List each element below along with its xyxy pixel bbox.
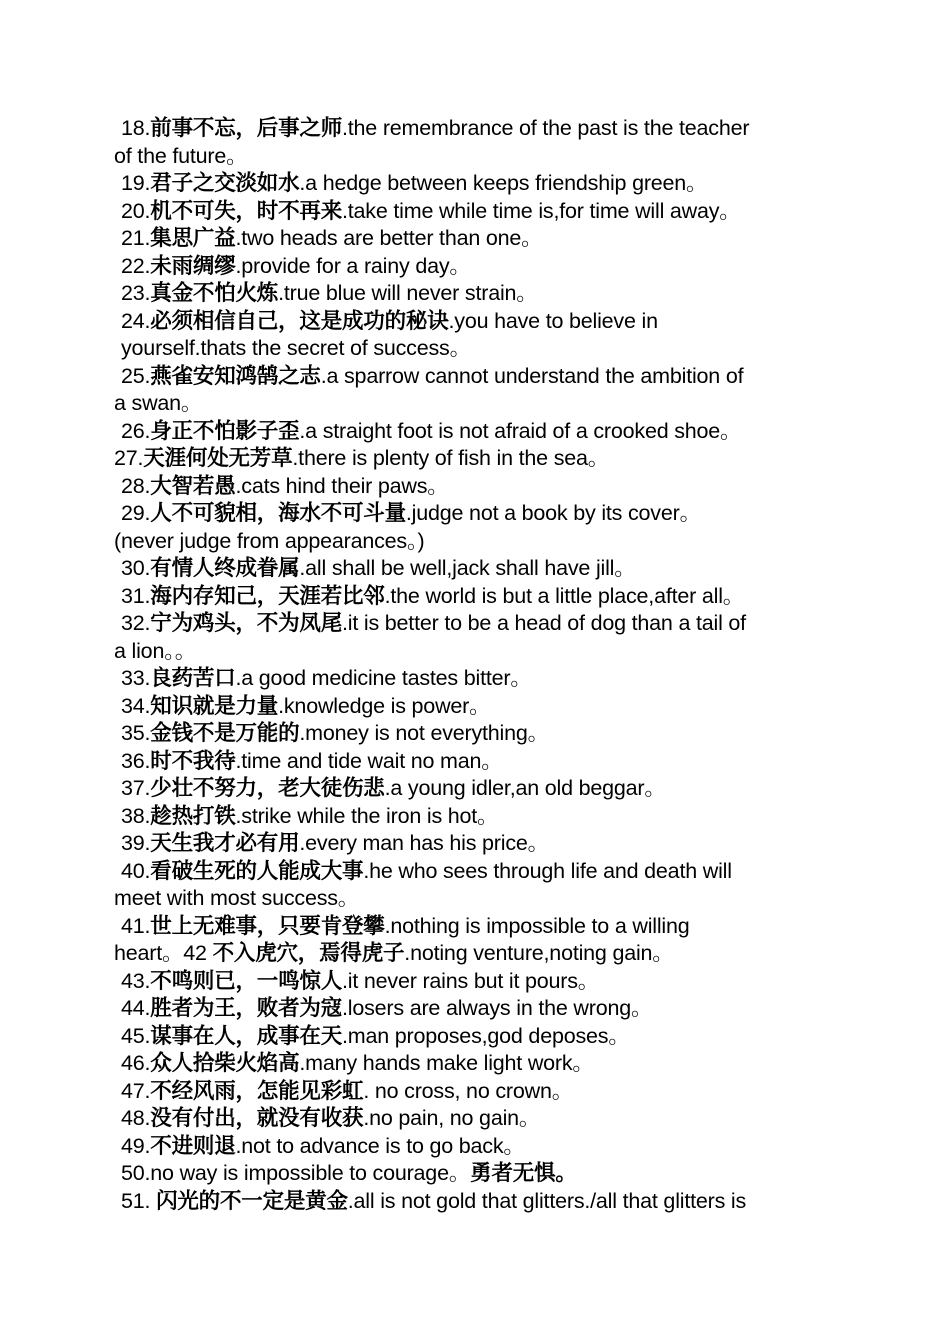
proverb-chinese: 谋事在人，成事在天 [150, 1023, 342, 1048]
text-line [114, 335, 842, 363]
text-line [114, 720, 842, 748]
text-line [114, 665, 842, 693]
text-line [114, 115, 842, 143]
proverb-text: 32. [121, 611, 151, 635]
proverb-text: .strike while the iron is hot。 [235, 803, 499, 828]
proverb-text: 19. [121, 171, 151, 195]
proverb-text: 20. [121, 198, 151, 223]
text-line [114, 308, 842, 336]
proverb-text: . no cross, no crown。 [363, 1078, 573, 1103]
proverb-chinese: 时不我待 [150, 748, 236, 773]
proverb-text: 24. [121, 308, 151, 333]
text-line [114, 170, 842, 198]
text-line [114, 940, 842, 968]
text-line [114, 858, 842, 886]
proverb-text: 48. [121, 1106, 151, 1130]
text-line [114, 253, 842, 281]
proverb-text: .the world is but a little place,after all。 [384, 583, 745, 608]
proverb-text: a lion。。 [114, 638, 197, 663]
text-line [114, 418, 842, 446]
proverb-text: .a sparrow cannot understand the ambition of [320, 363, 744, 388]
proverb-text: 49. [121, 1133, 151, 1158]
proverb-text: (never judge from appearances。) [114, 528, 425, 553]
proverb-text: .all is not gold that glitters./all that glitters is [347, 1188, 747, 1213]
proverb-text: .money is not everything。 [299, 721, 549, 745]
proverb-chinese: 必须相信自己，这是成功的秘诀 [150, 308, 449, 333]
text-line [114, 280, 842, 308]
proverb-chinese: 燕雀安知鸿鹄之志 [150, 363, 321, 388]
proverb-text: 39. [121, 831, 151, 855]
proverb-chinese: 君子之交淡如水 [150, 171, 300, 195]
proverb-chinese: 勇者无惧。 [470, 1161, 577, 1185]
proverb-text: 28. [121, 473, 151, 498]
proverb-text: 41. [121, 913, 151, 938]
proverb-chinese: 看破生死的人能成大事 [150, 858, 364, 883]
proverb-text: meet with most success。 [114, 886, 360, 910]
proverb-text: 23. [121, 281, 151, 305]
text-line [114, 830, 842, 858]
text-line [114, 1188, 842, 1216]
proverb-text: .it is better to be a head of dog than a tail of [342, 611, 746, 635]
text-line [114, 363, 842, 391]
proverb-chinese: 闪光的不一定是黄金 [156, 1188, 348, 1213]
proverb-text: .a hedge between keeps friendship green。 [299, 171, 708, 195]
proverb-text: yourself.thats the secret of success。 [121, 336, 471, 360]
proverb-text: 50.no way is impossible to courage。 [121, 1161, 471, 1185]
proverb-text: 47. [121, 1078, 151, 1103]
proverb-chinese: 不经风雨，怎能见彩虹 [150, 1078, 364, 1103]
text-line [114, 1105, 842, 1133]
proverb-text: .it never rains but it pours。 [342, 968, 600, 993]
text-line [114, 390, 842, 418]
text-line [114, 528, 842, 556]
proverb-text: .he who sees through life and death will [363, 858, 732, 883]
proverb-text: .nothing is impossible to a willing [384, 913, 690, 938]
proverb-text: .judge not a book by its cover。 [405, 501, 701, 525]
proverb-chinese: 没有付出，就没有收获 [150, 1106, 364, 1130]
proverb-text: heart。42 [114, 941, 213, 965]
proverb-chinese: 人不可貌相，海水不可斗量 [150, 501, 406, 525]
proverb-text: .the remembrance of the past is the teacher [342, 116, 750, 140]
proverb-text: 25. [121, 363, 151, 388]
proverb-text: .many hands make light work。 [299, 1051, 594, 1075]
proverb-chinese: 少壮不努力，老大徒伤悲 [150, 776, 385, 800]
proverb-chinese: 前事不忘，后事之师 [150, 116, 342, 140]
proverb-text: .a straight foot is not afraid of a crooked shoe。 [299, 418, 742, 443]
text-line [114, 1050, 842, 1078]
text-line [114, 913, 842, 941]
proverb-chinese: 海内存知己，天涯若比邻 [150, 583, 385, 608]
proverb-text: 30. [121, 556, 151, 580]
proverb-text: 37. [121, 776, 151, 800]
proverb-text: .losers are always in the wrong。 [342, 996, 653, 1020]
proverb-chinese: 身正不怕影子歪 [150, 418, 300, 443]
proverb-text: .cats hind their paws。 [235, 473, 449, 498]
proverb-chinese: 未雨绸缪 [150, 253, 236, 278]
text-line [114, 1133, 842, 1161]
text-line [114, 610, 842, 638]
proverb-chinese: 机不可失，时不再来 [150, 198, 342, 223]
proverb-chinese: 宁为鸡头，不为凤尾 [150, 611, 342, 635]
proverb-text: .true blue will never strain。 [278, 281, 538, 305]
proverb-text: .a young idler,an old beggar。 [384, 776, 666, 800]
text-line [114, 583, 842, 611]
proverb-text: 31. [121, 583, 151, 608]
text-line [114, 500, 842, 528]
proverb-text: .take time while time is,for time will away。 [342, 198, 741, 223]
text-line [114, 748, 842, 776]
text-line [114, 555, 842, 583]
proverb-text: 21. [121, 226, 151, 250]
proverb-text: 22. [121, 253, 151, 278]
proverb-chinese: 真金不怕火炼 [150, 281, 279, 305]
proverb-chinese: 大智若愚 [150, 473, 236, 498]
text-line [114, 968, 842, 996]
proverb-chinese: 良药苦口 [150, 666, 236, 690]
proverb-chinese: 集思广益 [150, 226, 236, 250]
proverb-text: 36. [121, 748, 151, 773]
proverb-chinese: 众人拾柴火焰高 [150, 1051, 300, 1075]
proverb-chinese: 不入虎穴，焉得虎子 [212, 941, 405, 965]
proverb-text: 51. [121, 1188, 157, 1213]
proverb-chinese: 趁热打铁 [150, 803, 236, 828]
proverb-chinese: 天生我才必有用 [150, 831, 300, 855]
text-line [114, 143, 842, 171]
proverb-text: of the future。 [114, 143, 248, 168]
proverb-text: .man proposes,god deposes。 [342, 1023, 630, 1048]
proverb-text: 26. [121, 418, 151, 443]
proverb-text: .knowledge is power。 [278, 693, 491, 718]
proverb-text: .there is plenty of fish in the sea。 [292, 446, 610, 470]
proverb-text: 27. [114, 446, 144, 470]
proverb-text: 44. [121, 996, 151, 1020]
text-line [114, 445, 842, 473]
proverb-text: .not to advance is to go back。 [235, 1133, 525, 1158]
proverb-text: 38. [121, 803, 151, 828]
proverb-text: .noting venture,noting gain。 [404, 941, 674, 965]
proverb-text: 34. [121, 693, 151, 718]
proverb-text: 45. [121, 1023, 151, 1048]
text-line [114, 803, 842, 831]
proverb-text: .no pain, no gain。 [363, 1106, 541, 1130]
proverb-text: 18. [121, 116, 151, 140]
proverb-chinese: 有情人终成眷属 [150, 556, 300, 580]
text-line [114, 1160, 842, 1188]
proverb-text: 29. [121, 501, 151, 525]
proverb-text: 40. [121, 858, 151, 883]
proverb-chinese: 不进则退 [150, 1133, 236, 1158]
proverb-text: 35. [121, 721, 151, 745]
proverb-chinese: 胜者为王，败者为寇 [150, 996, 342, 1020]
text-line [114, 885, 842, 913]
proverb-chinese: 金钱不是万能的 [150, 721, 300, 745]
proverb-text: .two heads are better than one。 [235, 226, 543, 250]
document-page [114, 115, 842, 1215]
proverb-text: .a good medicine tastes bitter。 [235, 666, 532, 690]
text-line [114, 693, 842, 721]
proverb-text: .every man has his price。 [299, 831, 549, 855]
proverb-text: .provide for a rainy day。 [235, 253, 471, 278]
proverb-text: .you have to believe in [448, 308, 658, 333]
text-line [114, 1078, 842, 1106]
proverb-text: .time and tide wait no man。 [235, 748, 503, 773]
proverb-chinese: 天涯何处无芳草 [143, 446, 293, 470]
proverb-text: 33. [121, 666, 151, 690]
proverb-text: 46. [121, 1051, 151, 1075]
proverb-text: .all shall be well,jack shall have jill。 [299, 556, 636, 580]
proverb-chinese: 知识就是力量 [150, 693, 279, 718]
text-line [114, 473, 842, 501]
text-line [114, 775, 842, 803]
proverb-text: 43. [121, 968, 151, 993]
text-line [114, 198, 842, 226]
proverb-text: a swan。 [114, 391, 203, 415]
proverb-chinese: 世上无难事，只要肯登攀 [150, 913, 385, 938]
proverb-chinese: 不鸣则已，一鸣惊人 [150, 968, 342, 993]
text-line [114, 1023, 842, 1051]
text-line [114, 638, 842, 666]
text-line [114, 995, 842, 1023]
text-line [114, 225, 842, 253]
